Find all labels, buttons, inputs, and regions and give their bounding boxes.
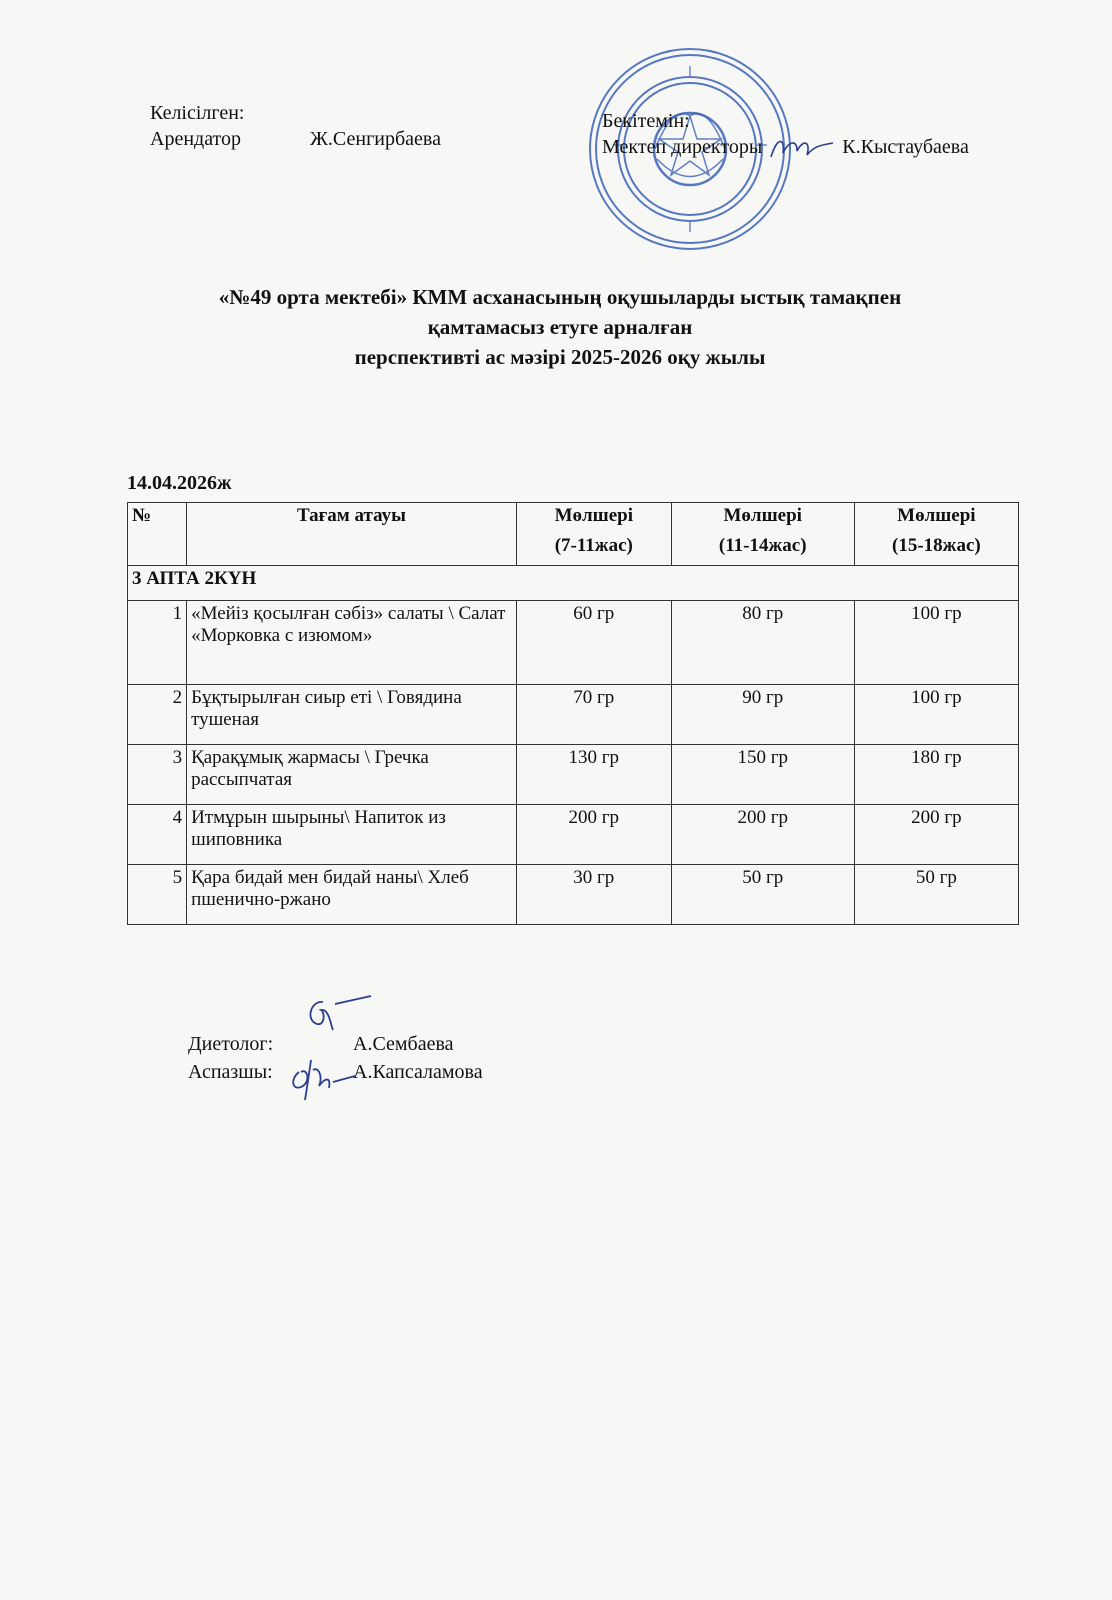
row-qty-c: 50 гр — [854, 865, 1018, 925]
row-qty-b: 150 гр — [671, 745, 854, 805]
approved-name: К.Кыстаубаева — [842, 136, 969, 158]
row-num: 3 — [128, 745, 187, 805]
menu-date: 14.04.2026ж — [127, 472, 232, 494]
approved-role: Мектеп директоры — [602, 136, 763, 158]
row-dish: Қарақұмық жармасы \ Гречка рассыпчатая — [187, 745, 517, 805]
row-qty-b: 200 гр — [671, 805, 854, 865]
header-name: Тағам атауы — [187, 503, 517, 534]
header-age-a: (7-11жас) — [516, 533, 671, 566]
header-qty-b: Мөлшері — [671, 503, 854, 534]
subheader-name-empty — [187, 533, 517, 566]
dietitian-signature-icon — [295, 990, 375, 1040]
menu-table — [127, 502, 1019, 925]
row-qty-b: 90 гр — [671, 685, 854, 745]
row-num: 4 — [128, 805, 187, 865]
row-qty-a: 70 гр — [516, 685, 671, 745]
row-qty-b: 50 гр — [671, 865, 854, 925]
row-dish: Итмұрын шырыны\ Напиток из шиповника — [187, 805, 517, 865]
agreed-name: Ж.Сенгирбаева — [310, 128, 441, 150]
week-row — [128, 566, 1019, 601]
row-qty-c: 200 гр — [854, 805, 1018, 865]
row-qty-c: 100 гр — [854, 601, 1018, 685]
table-row — [128, 865, 1019, 925]
dietitian-name: А.Сембаева — [353, 1033, 454, 1055]
table-row — [128, 745, 1019, 805]
header-qty-a: Мөлшері — [516, 503, 671, 534]
document-title — [100, 282, 1020, 372]
cook-signature-icon — [283, 1052, 363, 1104]
row-qty-a: 200 гр — [516, 805, 671, 865]
row-dish: «Мейіз қосылған сәбіз» салаты \ Салат «Морковка с изюмом» — [187, 601, 517, 685]
row-num: 5 — [128, 865, 187, 925]
agreed-role: Арендатор — [150, 128, 242, 150]
row-qty-a: 60 гр — [516, 601, 671, 685]
cook-role: Аспазшы: — [188, 1061, 273, 1083]
subheader-num-empty — [128, 533, 187, 566]
row-qty-a: 130 гр — [516, 745, 671, 805]
header-num: № — [128, 503, 187, 534]
row-num: 2 — [128, 685, 187, 745]
table-header-row — [128, 503, 1019, 534]
table-subheader-row — [128, 533, 1019, 566]
row-qty-b: 80 гр — [671, 601, 854, 685]
row-qty-c: 180 гр — [854, 745, 1018, 805]
row-dish: Қара бидай мен бидай наны\ Хлеб пшенично-ржано — [187, 865, 517, 925]
header-qty-c: Мөлшері — [854, 503, 1018, 534]
header-age-c: (15-18жас) — [854, 533, 1018, 566]
agreed-title: Келісілген: — [150, 102, 245, 124]
row-qty-a: 30 гр — [516, 865, 671, 925]
week-label: 3 АПТА 2КҮН — [128, 566, 1019, 601]
cook-name: А.Капсаламова — [353, 1061, 483, 1083]
table-row — [128, 805, 1019, 865]
dietitian-role: Диетолог: — [188, 1033, 274, 1055]
approved-block — [602, 108, 1062, 161]
row-num: 1 — [128, 601, 187, 685]
header-age-b: (11-14жас) — [671, 533, 854, 566]
table-row — [128, 601, 1019, 685]
row-dish: Бұқтырылған сиыр еті \ Говядина тушеная — [187, 685, 517, 745]
director-signature-icon — [767, 135, 837, 161]
row-qty-c: 100 гр — [854, 685, 1018, 745]
title-line-2: қамтамасыз етуге арналған — [427, 315, 693, 339]
title-line-1: «№49 орта мектебі» КММ асханасының оқушыларды ыстық тамақпен — [218, 285, 902, 309]
approved-title: Бекітемін: — [602, 110, 690, 132]
agreed-block — [150, 100, 441, 152]
table-row — [128, 685, 1019, 745]
title-line-3: перспективті ас мәзірі 2025-2026 оқу жылы — [354, 345, 766, 369]
